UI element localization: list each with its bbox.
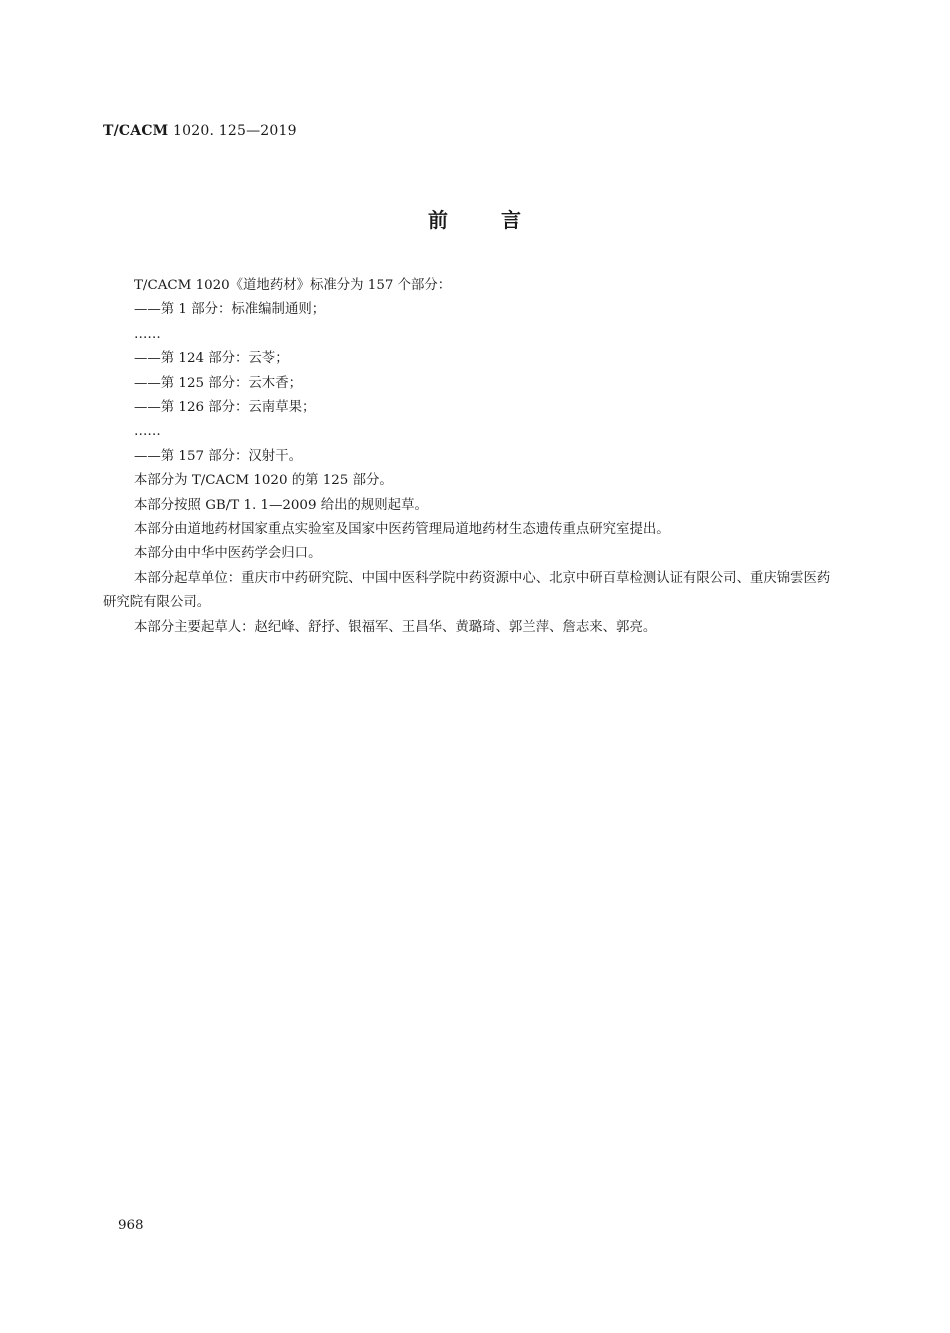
standard-code-number: 1020. 125—2019 [168,123,297,139]
governing-body-statement: 本部分由中华中医药学会归口。 [134,546,322,562]
part-list-item: ——第 125 部分：云木香； [134,375,302,391]
standard-code-prefix: T/CACM [103,123,169,139]
part-list-item: ——第 1 部分：标准编制通则； [134,302,326,318]
page-title-char-2: 言 [501,208,522,232]
proposer-statement: 本部分由道地药材国家重点实验室及国家中医药管理局道地药材生态遗传重点研究室提出。 [134,522,670,538]
part-statement: 本部分为 T/CACM 1020 的第 125 部分。 [134,473,393,489]
drafters-paragraph: 本部分主要起草人：赵纪峰、舒抒、银福军、王昌华、黄璐琦、郭兰萍、詹志来、郭亮。 [134,619,657,635]
foreword-body [103,274,833,640]
part-list-item: ——第 126 部分：云南草果； [134,400,316,416]
part-list-item: ——第 124 部分：云苓； [134,351,289,367]
page-number: 968 [118,1218,144,1233]
page-title [0,204,950,233]
parts-intro-line: T/CACM 1020《道地药材》标准分为 157 个部分： [134,278,452,293]
page-title-char-1: 前 [428,208,449,232]
drafting-rules-statement: 本部分按照 GB/T 1. 1—2009 给出的规则起草。 [134,497,428,513]
standard-code [103,121,297,141]
part-list-ellipsis: …… [134,424,161,440]
part-list-item: ——第 157 部分：汉射干。 [134,448,302,464]
part-list-ellipsis: …… [134,326,161,342]
drafting-units-paragraph: 本部分起草单位：重庆市中药研究院、中国中医科学院中药资源中心、北京中研百草检测认证有限公司、重庆锦雲医药研究院有限公司。 [103,570,831,611]
